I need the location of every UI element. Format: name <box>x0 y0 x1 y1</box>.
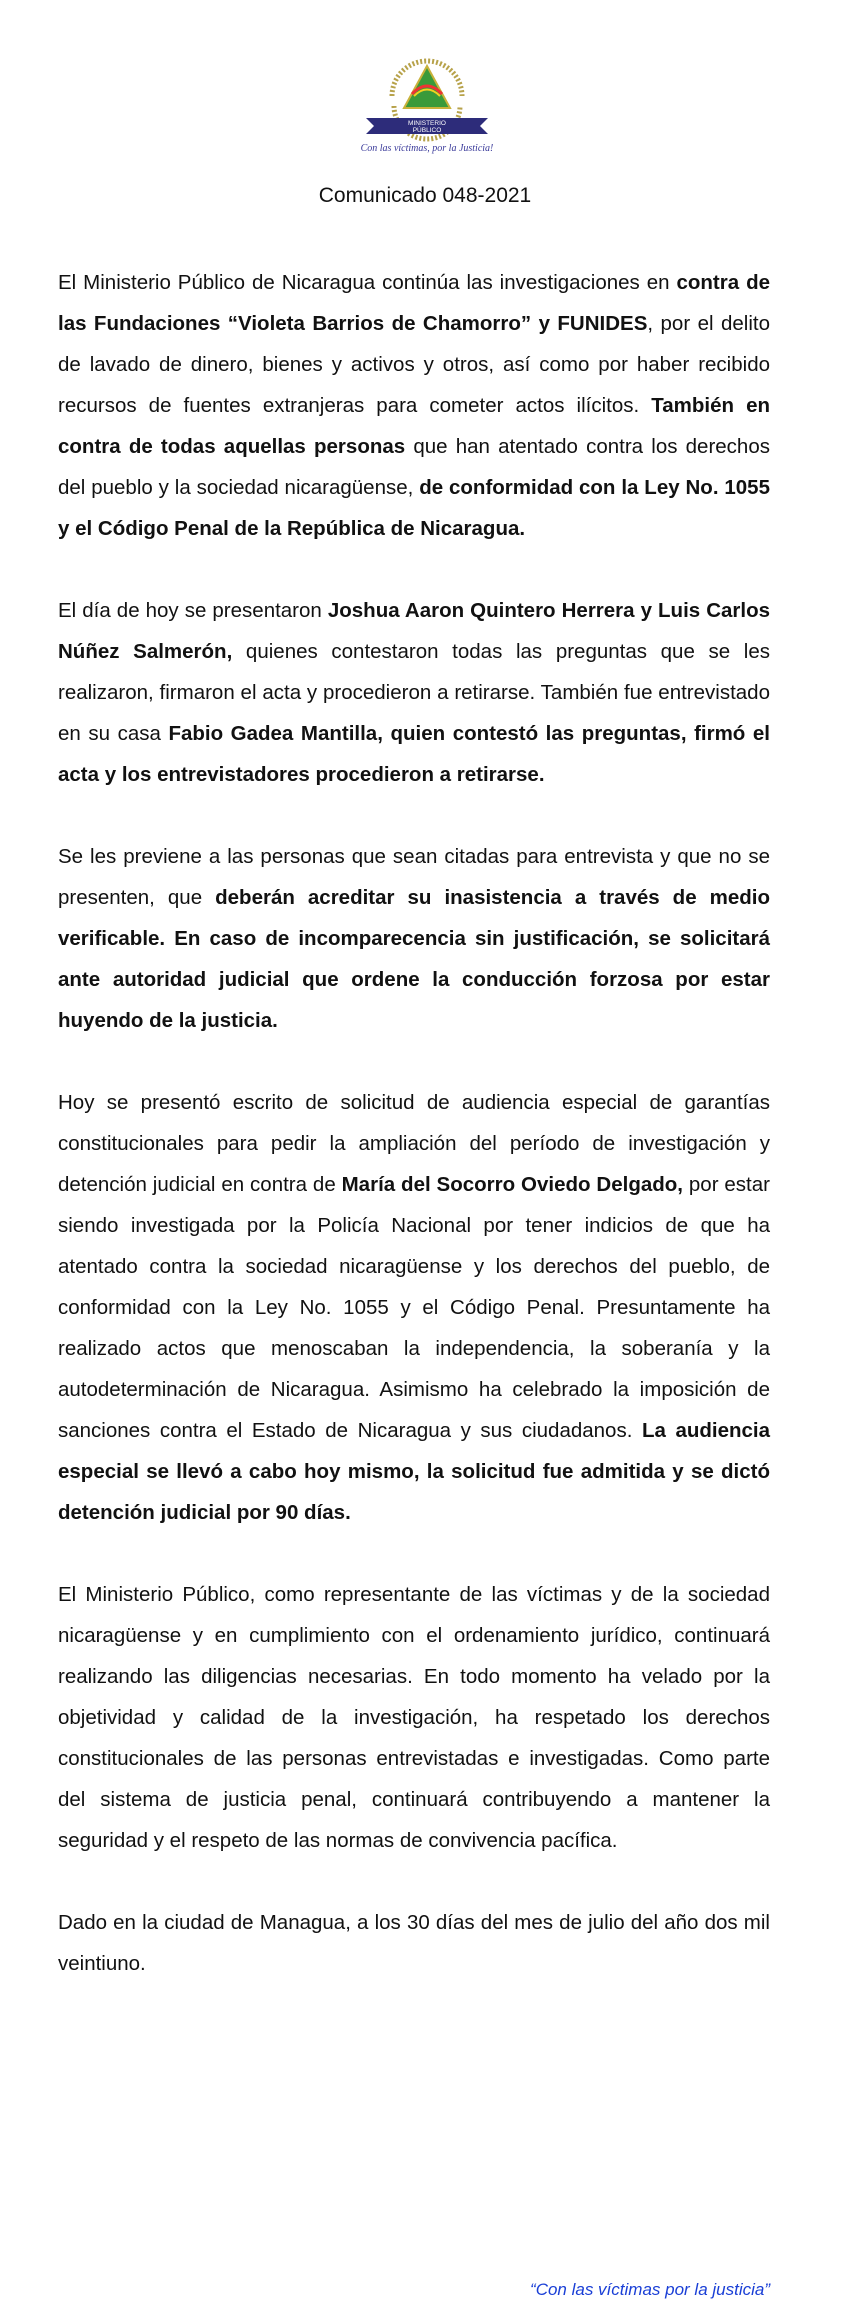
text-segment: por estar siendo investigada por la Policía Nacional por tener indicios de que ha atentado contra la sociedad nicaragüense y los derechos del pueblo, de conformidad con la Ley No. 1055 y el Código Penal. Presuntamente ha realizado actos que menoscaban la independencia, la soberanía y la autodeterminación de Nicaragua. Asimismo ha celebrado la imposición de sanciones contra el Estado de Nicaragua y sus ciudadanos. <box>58 1173 770 1442</box>
text-segment-bold: La audiencia especial se llevó a cabo hoy mismo, la solicitud fue admitida y se dictó detención judicial por 90 días. <box>58 1419 771 1524</box>
text-segment: Dado en la ciudad de Managua, a los 30 días del mes de julio del año dos mil veintiuno. <box>58 1911 770 1975</box>
paragraph-interviews <box>58 590 770 795</box>
paragraph-investigations <box>58 262 770 549</box>
text-segment-bold: de conformidad con la Ley No. 1055 y el Código Penal de la República de Nicaragua. <box>58 476 770 540</box>
ministerio-publico-logo <box>352 48 502 160</box>
text-segment: , por el delito de lavado de dinero, bienes y activos y otros, así como por haber recibido recursos de fuentes extranjeras para cometer actos ilícitos. <box>58 312 770 417</box>
text-segment-bold: María del Socorro Oviedo Delgado, <box>341 1173 683 1196</box>
text-segment-bold: Fabio Gadea Mantilla, quien contestó las preguntas, firmó el acta y los entrevistadores procedieron a retirarse. <box>58 722 770 786</box>
page-title: Comunicado 048-2021 <box>318 184 532 207</box>
svg-text:MINISTERIO: MINISTERIO <box>408 120 446 127</box>
paragraph-warning <box>58 836 770 1041</box>
svg-text:Con las víctimas, por la Justi: Con las víctimas, por la Justicia! <box>360 143 494 154</box>
text-segment: Se les previene a las personas que sean citadas para entrevista y que no se presenten, que <box>58 845 770 909</box>
communique-body <box>58 262 770 2025</box>
paragraph-commitment <box>58 1574 770 1861</box>
text-segment: Hoy se presentó escrito de solicitud de audiencia especial de garantías constitucionales para pedir la ampliación del período de investigación y detención judicial en contra de <box>58 1091 770 1196</box>
footer-slogan: “Con las víctimas por la justicia” <box>530 2280 770 2299</box>
text-segment-bold: deberán acreditar su inasistencia a través de medio verificable. En caso de incomparecencia sin justificación, se solicitará ante autoridad judicial que ordene la conducción forzosa por estar huyendo de la justicia. <box>58 886 770 1032</box>
text-segment-bold: También en contra de todas aquellas personas <box>58 394 771 458</box>
text-segment: quienes contestaron todas las preguntas que se les realizaron, firmaron el acta y procedieron a retirarse. También fue entrevistado en su casa <box>58 640 771 745</box>
svg-text:PÚBLICO: PÚBLICO <box>412 127 442 134</box>
text-segment-bold: Joshua Aaron Quintero Herrera y Luis Carlos Núñez Salmerón, <box>58 599 771 663</box>
text-segment-bold: contra de las Fundaciones “Violeta Barrios de Chamorro” y FUNIDES <box>58 271 770 335</box>
text-segment: El Ministerio Público de Nicaragua continúa las investigaciones en <box>58 271 677 294</box>
text-segment: El Ministerio Público, como representante de las víctimas y de la sociedad nicaragüense y en cumplimiento con el ordenamiento jurídico, continuará realizando las diligencias necesarias. En todo momento ha velado por la objetividad y calidad de la investigación, ha respetado los derechos constitucionales de las personas entrevistadas e investigadas. Como parte del sistema de justicia penal, continuará contribuyendo a mantener la seguridad y el respeto de las normas de convivencia pacífica. <box>58 1583 770 1852</box>
text-segment: El día de hoy se presentaron <box>58 599 328 622</box>
text-segment: que han atentado contra los derechos del pueblo y la sociedad nicaragüense, <box>58 435 770 499</box>
paragraph-hearing <box>58 1082 770 1533</box>
paragraph-date <box>58 1902 770 1984</box>
